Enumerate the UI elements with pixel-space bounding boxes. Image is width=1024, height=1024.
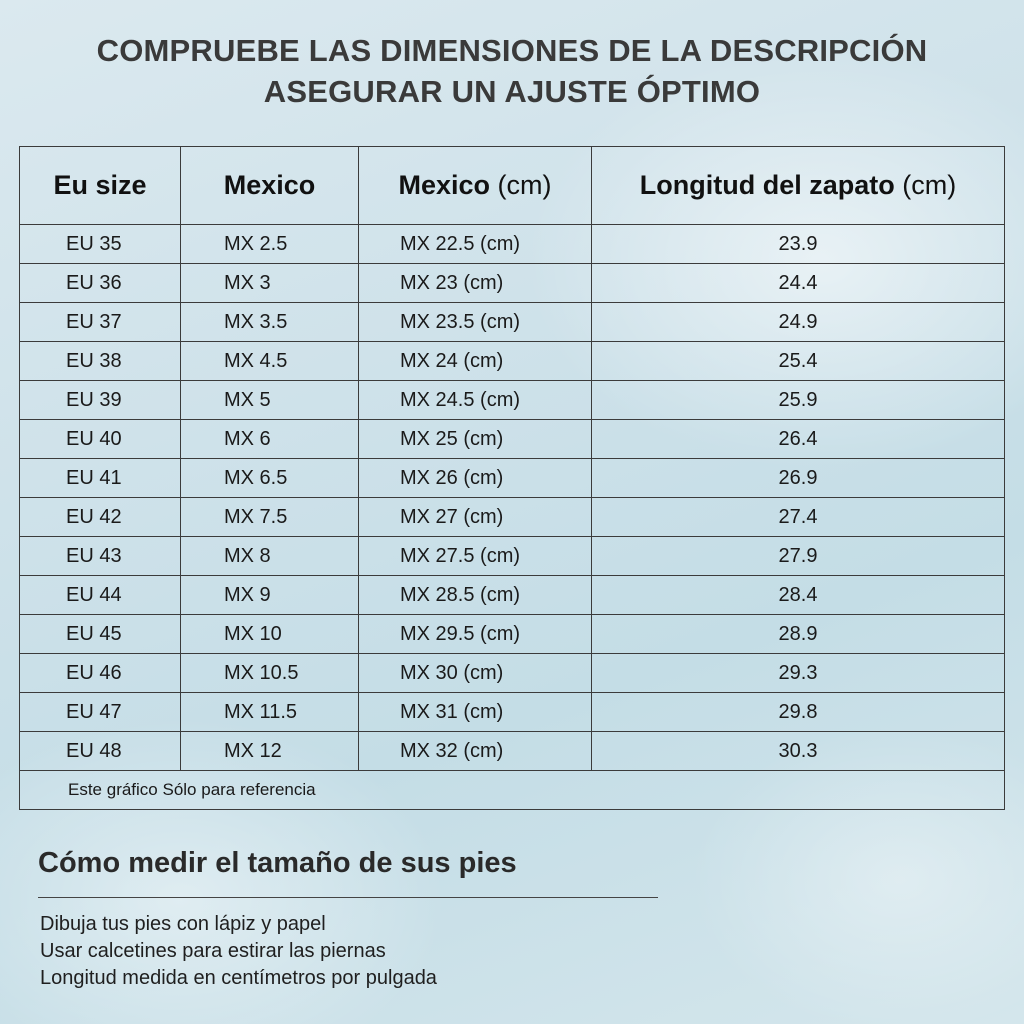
cell-mexico-cm: MX 31 (cm)	[359, 693, 592, 732]
cell-eu-size: EU 47	[20, 693, 181, 732]
cell-mexico: MX 7.5	[181, 498, 359, 537]
table-row	[20, 732, 1005, 771]
page-title	[0, 30, 1024, 112]
table-header-row	[20, 147, 1005, 225]
cell-mexico: MX 3.5	[181, 303, 359, 342]
cell-mexico-cm: MX 30 (cm)	[359, 654, 592, 693]
divider	[38, 897, 658, 898]
table-row	[20, 264, 1005, 303]
cell-mexico: MX 5	[181, 381, 359, 420]
cell-mexico: MX 8	[181, 537, 359, 576]
cell-shoe-length: 26.4	[592, 420, 1005, 459]
howto-item: Longitud medida en centímetros por pulgada	[40, 967, 437, 989]
cell-eu-size: EU 48	[20, 732, 181, 771]
cell-mexico: MX 12	[181, 732, 359, 771]
cell-eu-size: EU 45	[20, 615, 181, 654]
cell-mexico: MX 4.5	[181, 342, 359, 381]
cell-eu-size: EU 36	[20, 264, 181, 303]
howto-item: Usar calcetines para estirar las piernas	[40, 940, 386, 962]
cell-mexico-cm: MX 24 (cm)	[359, 342, 592, 381]
cell-shoe-length: 28.9	[592, 615, 1005, 654]
cell-shoe-length: 29.3	[592, 654, 1005, 693]
cell-eu-size: EU 35	[20, 225, 181, 264]
cell-eu-size: EU 39	[20, 381, 181, 420]
cell-shoe-length: 27.9	[592, 537, 1005, 576]
cell-mexico-cm: MX 25 (cm)	[359, 420, 592, 459]
cell-shoe-length: 25.9	[592, 381, 1005, 420]
table-row	[20, 654, 1005, 693]
cell-mexico-cm: MX 27.5 (cm)	[359, 537, 592, 576]
table-row	[20, 576, 1005, 615]
cell-mexico-cm: MX 24.5 (cm)	[359, 381, 592, 420]
cell-eu-size: EU 38	[20, 342, 181, 381]
cell-mexico-cm: MX 32 (cm)	[359, 732, 592, 771]
table-row	[20, 303, 1005, 342]
cell-shoe-length: 29.8	[592, 693, 1005, 732]
cell-mexico: MX 10.5	[181, 654, 359, 693]
cell-eu-size: EU 42	[20, 498, 181, 537]
cell-mexico-cm: MX 22.5 (cm)	[359, 225, 592, 264]
header-shoe-length: Longitud del zapato (cm)	[592, 147, 1005, 225]
cell-shoe-length: 25.4	[592, 342, 1005, 381]
cell-shoe-length: 30.3	[592, 732, 1005, 771]
cell-mexico: MX 6	[181, 420, 359, 459]
cell-mexico-cm: MX 23 (cm)	[359, 264, 592, 303]
cell-mexico-cm: MX 29.5 (cm)	[359, 615, 592, 654]
table-row	[20, 537, 1005, 576]
cell-shoe-length: 24.9	[592, 303, 1005, 342]
cell-eu-size: EU 44	[20, 576, 181, 615]
cell-mexico-cm: MX 28.5 (cm)	[359, 576, 592, 615]
table-row	[20, 615, 1005, 654]
cell-mexico-cm: MX 27 (cm)	[359, 498, 592, 537]
header-mexico-cm: Mexico (cm)	[359, 147, 592, 225]
cell-shoe-length: 24.4	[592, 264, 1005, 303]
header-mexico: Mexico	[181, 147, 359, 225]
title-line-2: ASEGURAR UN AJUSTE ÓPTIMO	[263, 74, 761, 109]
cell-shoe-length: 26.9	[592, 459, 1005, 498]
cell-shoe-length: 23.9	[592, 225, 1005, 264]
reference-note: Este gráfico Sólo para referencia	[20, 771, 1005, 810]
cell-eu-size: EU 40	[20, 420, 181, 459]
cell-mexico: MX 11.5	[181, 693, 359, 732]
table-row	[20, 420, 1005, 459]
howto-heading: Cómo medir el tamaño de sus pies	[38, 847, 517, 879]
size-chart-table	[19, 146, 1005, 810]
cell-mexico-cm: MX 23.5 (cm)	[359, 303, 592, 342]
cell-eu-size: EU 43	[20, 537, 181, 576]
table-row	[20, 381, 1005, 420]
cell-mexico: MX 2.5	[181, 225, 359, 264]
cell-mexico: MX 9	[181, 576, 359, 615]
cell-mexico: MX 6.5	[181, 459, 359, 498]
table-row	[20, 225, 1005, 264]
cell-eu-size: EU 46	[20, 654, 181, 693]
cell-eu-size: EU 41	[20, 459, 181, 498]
cell-mexico: MX 10	[181, 615, 359, 654]
table-body	[20, 225, 1005, 771]
cell-mexico-cm: MX 26 (cm)	[359, 459, 592, 498]
howto-list	[40, 911, 437, 992]
table-row	[20, 459, 1005, 498]
cell-eu-size: EU 37	[20, 303, 181, 342]
cell-mexico: MX 3	[181, 264, 359, 303]
table-row	[20, 342, 1005, 381]
table-note-row	[20, 771, 1005, 810]
header-eu-size: Eu size	[20, 147, 181, 225]
cell-shoe-length: 28.4	[592, 576, 1005, 615]
title-line-1: COMPRUEBE LAS DIMENSIONES DE LA DESCRIPCIÓN	[96, 33, 928, 68]
table-row	[20, 693, 1005, 732]
cell-shoe-length: 27.4	[592, 498, 1005, 537]
table-row	[20, 498, 1005, 537]
howto-item: Dibuja tus pies con lápiz y papel	[40, 913, 326, 935]
